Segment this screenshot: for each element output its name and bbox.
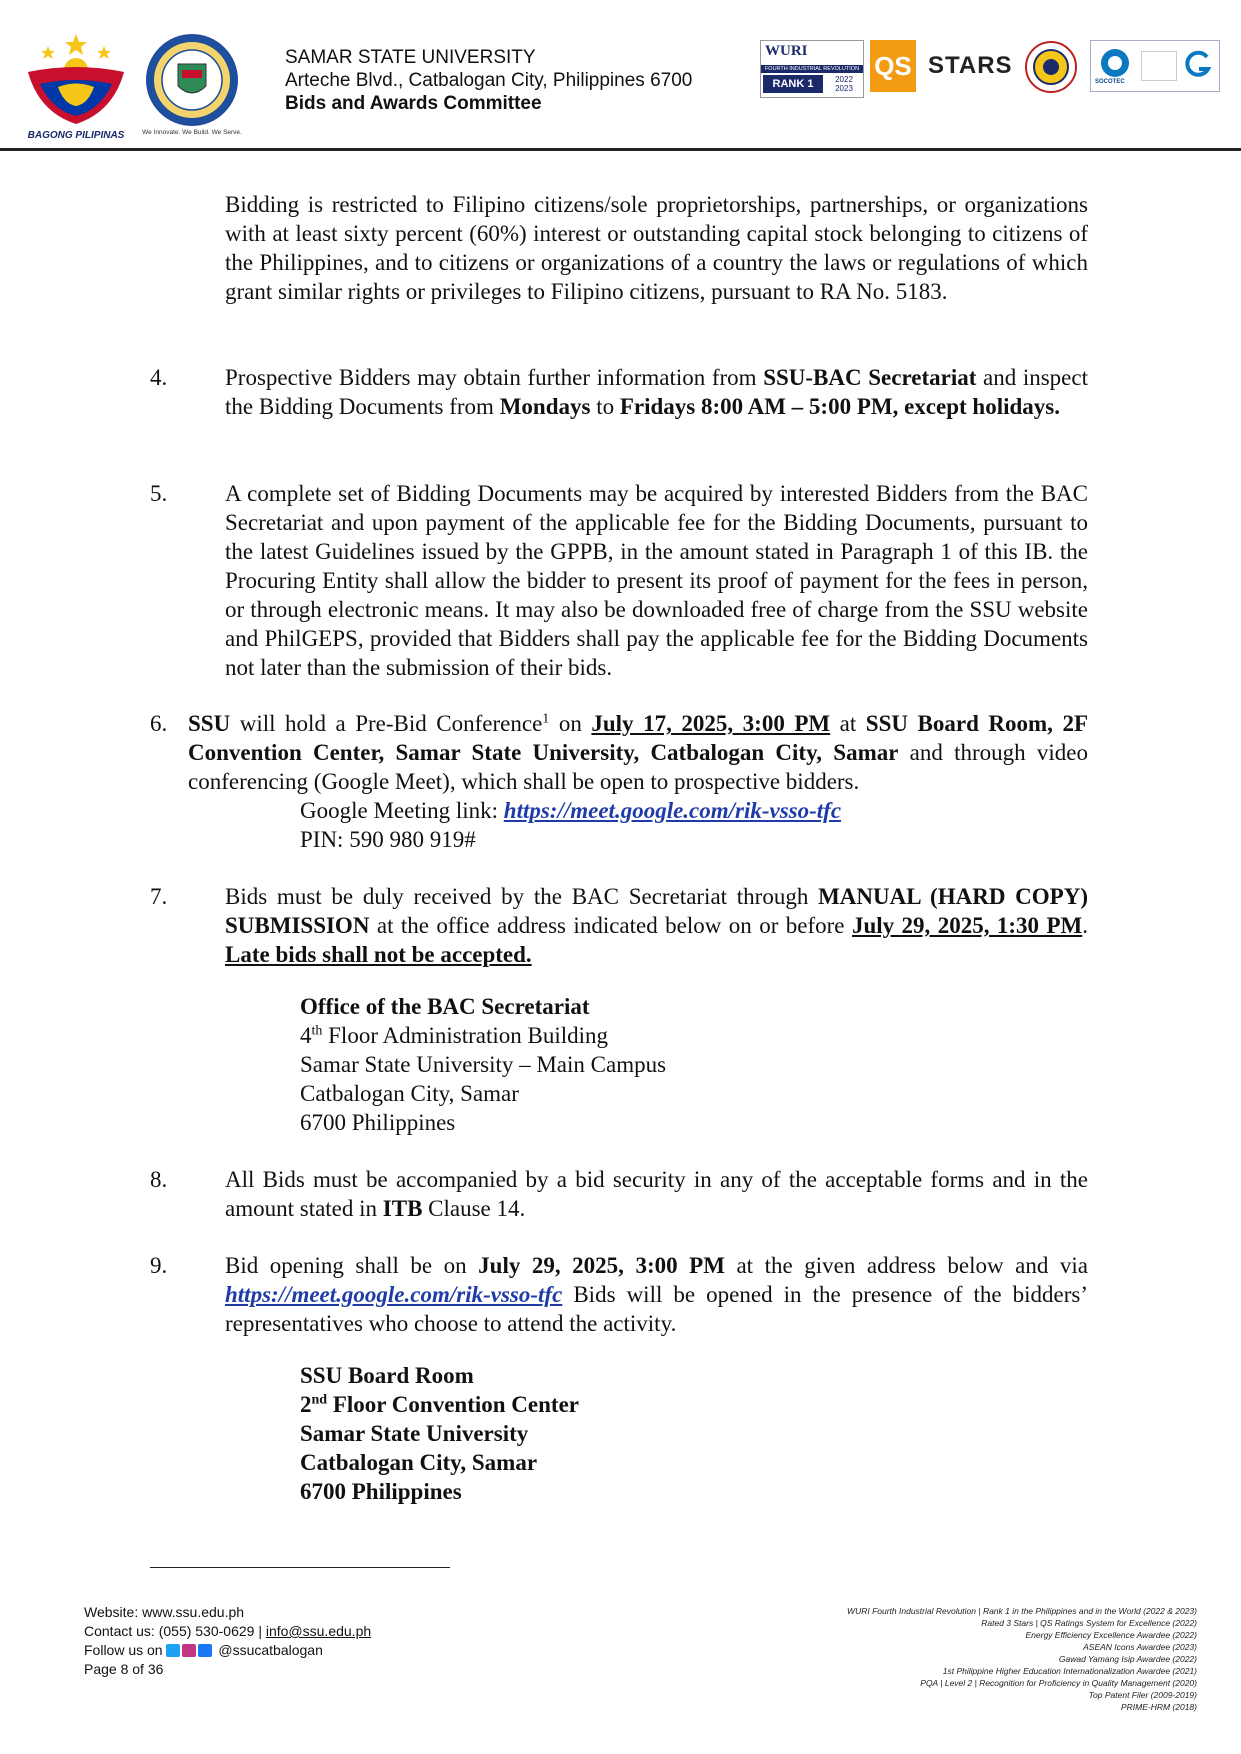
item-5-paragraph: A complete set of Bidding Documents may be acquired by interested Bidders from the BAC Secretariat and upon payment of the applicable fee for the Bidding Documents, pursuant to the latest Guidelines issued by the GPPB, in the amount stated in Paragraph 1 of this IB. the Procuring Entity shall allow the bidder to present its proof of payment for the fees in person, or through electronic means. It may also be downloaded free of charge from the SSU website and PhilGEPS, provided that Bidders shall pay the applicable fee for the Bidding Documents not later than the submission of their bids. <box>225 481 1088 680</box>
twitter-icon[interactable] <box>166 1644 180 1657</box>
ssu-seal-logo <box>142 32 242 136</box>
item-number-8: 8. <box>150 1167 168 1192</box>
award-line: Energy Efficiency Excellence Awardee (2022) <box>1025 1630 1197 1640</box>
header-divider <box>0 148 1241 151</box>
venue-line-2: 2nd Floor Convention Center <box>300 1392 579 1417</box>
social-handle: @ssucatbalogan <box>218 1642 323 1658</box>
bagong-pilipinas-logo <box>18 32 134 140</box>
meeting-details <box>300 796 841 854</box>
item-number-4: 4. <box>150 365 168 390</box>
award-line: Gawad Yamang Isip Awardee (2022) <box>1058 1654 1197 1664</box>
item-6-paragraph: SSU will hold a Pre-Bid Conference$^1$ on July 17, 2025, 3:00 PM at SSU Board Room, 2F Convention Center, Samar State University, Catbalogan City, Samar and through video conferencing (Google Meet), which shall be open to prospective bidders. <box>188 711 1089 794</box>
item-8-paragraph: All Bids must be accompanied by a bid security in any of the acceptable forms and in the amount stated in ITB Clause 14. <box>225 1167 1088 1221</box>
office-line-4: 6700 Philippines <box>300 1110 456 1135</box>
award-line: PQA | Level 2 | Recognition for Proficiency in Quality Management (2020) <box>920 1678 1197 1688</box>
award-line: ASEAN Icons Awardee (2023) <box>1083 1642 1197 1652</box>
footer-website: Website: www.ssu.edu.ph <box>84 1604 245 1620</box>
wuri-badge: WURI FOURTH INDUSTRIAL REVOLUTION RANK 1 2022 2023 <box>760 40 864 98</box>
venue-line-4: Catbalogan City, Samar <box>300 1450 538 1475</box>
venue-line-5: 6700 Philippines <box>300 1479 462 1504</box>
venue-line-3: Samar State University <box>300 1421 529 1446</box>
award-line: Top Patent Filer (2009-2019) <box>1088 1690 1197 1700</box>
footer-awards <box>777 1605 1197 1713</box>
office-line-1: 4th Floor Administration Building <box>300 1023 608 1048</box>
instagram-icon[interactable] <box>182 1644 196 1657</box>
meeting-pin: PIN: 590 980 919# <box>300 827 476 852</box>
footer-contact-line: Contact us: (055) 530-0629 | info@ssu.edu.ph <box>84 1623 372 1639</box>
office-title: Office of the BAC Secretariat <box>300 994 590 1019</box>
item-number-7: 7. <box>150 884 168 909</box>
meeting-link-label: Google Meeting link: <box>300 798 504 823</box>
eligibility-paragraph: Bidding is restricted to Filipino citizens/sole proprietorships, partnerships, or organizations with at least sixty percent (60%) interest or outstanding capital stock belonging to citizens of the Philippines, and to citizens or organizations of a country the laws or regulations of which grant similar rights or privileges to Filipino citizens, pursuant to RA No. 5183. <box>225 192 1088 304</box>
bid-opening-venue <box>300 1361 579 1506</box>
bid-opening-meet-link[interactable]: https://meet.google.com/rik-vsso-tfc <box>225 1282 563 1307</box>
qs-logo: QS <box>870 40 916 92</box>
award-line: WURI Fourth Industrial Revolution | Rank 1 in the Philippines and in the World (2022 & 2023) <box>847 1606 1197 1616</box>
footer-contact <box>84 1603 371 1679</box>
item-4-paragraph: Prospective Bidders may obtain further information from SSU-BAC Secretariat and inspect the Bidding Documents from Mondays to Fridays 8:00 AM – 5:00 PM, except holidays. <box>225 365 1088 419</box>
institution-name: SAMAR STATE UNIVERSITY <box>285 47 536 68</box>
bac-office-address <box>300 992 666 1137</box>
item-number-5: 5. <box>150 481 168 506</box>
page-number: Page 8 of 36 <box>84 1661 164 1677</box>
item-number-6: 6. <box>150 711 168 736</box>
qs-stars-label: STARS <box>928 52 1013 79</box>
award-line: PRIME-HRM (2018) <box>1120 1702 1197 1712</box>
footnote-divider <box>150 1567 450 1568</box>
svg-text:We Innovate. We Build. We Serv: We Innovate. We Build. We Serve. <box>142 129 242 136</box>
institution-block <box>285 46 692 115</box>
google-meet-link[interactable]: https://meet.google.com/rik-vsso-tfc <box>503 798 842 823</box>
footer-follow-line: Follow us on @ssucatbalogan <box>84 1642 323 1658</box>
socotec-certification: SOCOTEC <box>1090 40 1220 92</box>
committee-name: Bids and Awards Committee <box>285 93 542 114</box>
office-line-2: Samar State University – Main Campus <box>300 1052 667 1077</box>
institution-address: Arteche Blvd., Catbalogan City, Philippines 6700 <box>285 70 693 91</box>
contact-email-link[interactable]: info@ssu.edu.ph <box>265 1623 372 1639</box>
award-line: Rated 3 Stars | QS Ratings System for Excellence (2022) <box>981 1618 1197 1628</box>
award-line: 1st Philippine Higher Education Internationalization Awardee (2021) <box>942 1666 1197 1676</box>
office-line-3: Catbalogan City, Samar <box>300 1081 519 1106</box>
certification-g-icon <box>1181 47 1215 81</box>
facebook-icon[interactable] <box>198 1644 212 1657</box>
letterhead <box>0 0 1241 150</box>
item-number-9: 9. <box>150 1253 168 1278</box>
item-9-paragraph: Bid opening shall be on July 29, 2025, 3:00 PM at the given address below and via https://meet.google.com/rik-vsso-tfc Bids will be opened in the presence of the bidders’ representatives who choose to attend the activity. <box>225 1253 1088 1336</box>
venue-line-1: SSU Board Room <box>300 1363 474 1388</box>
excellence-seal <box>1024 40 1078 94</box>
svg-text:BAGONG PILIPINAS: BAGONG PILIPINAS <box>27 130 125 140</box>
item-7-paragraph: Bids must be duly received by the BAC Secretariat through MANUAL (HARD COPY) SUBMISSION at the office address indicated below on or before July 29, 2025, 1:30 PM. Late bids shall not be accepted. <box>225 884 1088 967</box>
